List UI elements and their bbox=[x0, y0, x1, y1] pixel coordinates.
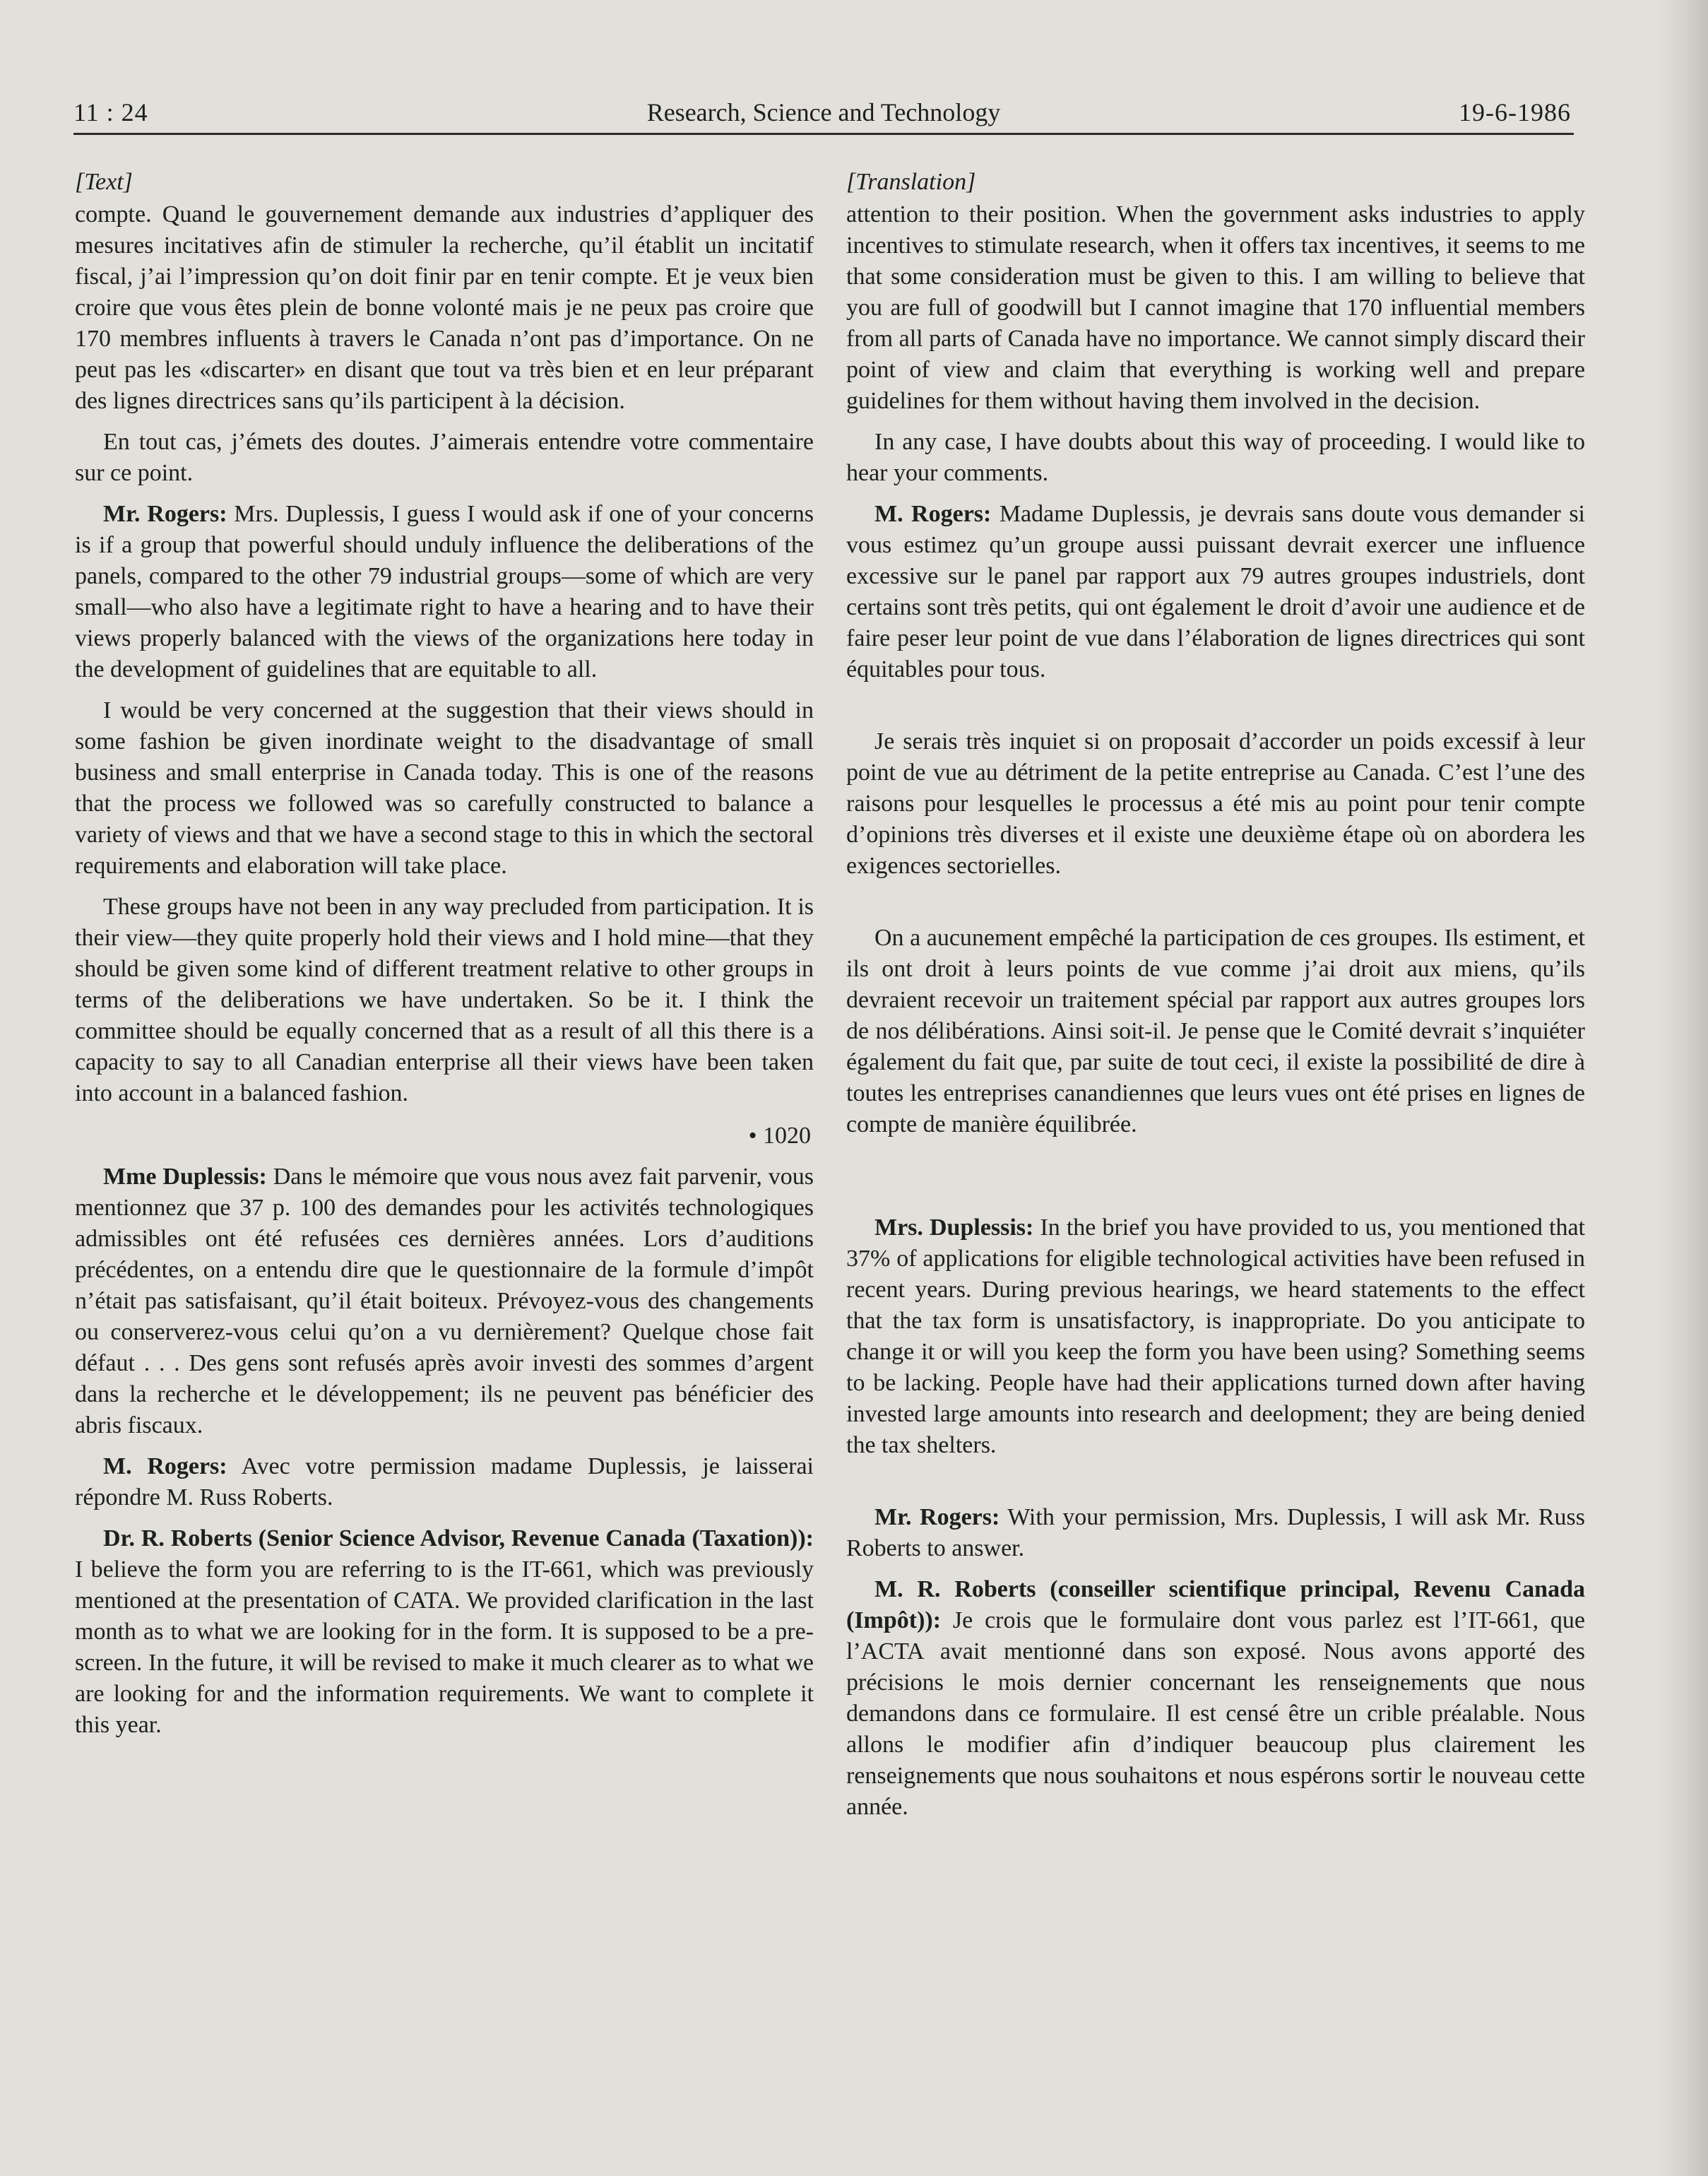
speech-text: Madame Duplessis, je devrais sans doute vous demander si vous estimez qu’un groupe aussi puissant devrait exercer une influence excessive sur le panel par rapport aux 79 autres groupes industriels, dont certains sont très petits, qui ont également le droit d’avoir une audience et de faire peser leur point de vue dans l’élaboration de lignes directrices qui sont équitables pour tous. bbox=[846, 501, 1585, 682]
speaker-name: M. Rogers: bbox=[874, 501, 992, 527]
paragraph: I would be very concerned at the suggestion that their views should in some fashion be given inordinate weight to the disadvantage of small business and small enterprise in Canada today. This is one of the reasons that the process we followed was so carefully constructed to balance a variety of views and that we have a second stage to this in which the sectoral requirements and elaboration will take place. bbox=[75, 697, 814, 879]
speech-text: In the brief you have provided to us, you mentioned that 37% of applications for eligible technological activities have been refused in recent years. During previous hearings, we heard statements to the effect that the tax form is unsatisfactory, is inappropriate. Do you anticipate to change it or will you keep the form you have been using? Something seems to be lacking. People have had their applications turned down after having invested large amounts into research and deelopment; they are being denied the tax shelters. bbox=[846, 1214, 1585, 1458]
column-label: [Text] bbox=[75, 169, 133, 195]
translation-column bbox=[846, 167, 1585, 1823]
speech-text: With your permission, Mrs. Duplessis, I will ask Mr. Russ Roberts to answer. bbox=[846, 1504, 1586, 1561]
speech-text: I believe the form you are referring to is the IT-661, which was previously mentioned at the presentation of CATA. We provided clarification in the last month as to what we are looking for in the form. It is supposed to be a pre-screen. In the future, it will be revised to make it much clearer as to what we are looking for and the information requirements. We want to complete it this year. bbox=[75, 1556, 814, 1738]
page-date: 19-6-1986 bbox=[1459, 98, 1571, 126]
speaker-name: Dr. R. Roberts (Senior Science Advisor, Revenue Canada (Taxation)): bbox=[103, 1525, 814, 1551]
paragraph: On a aucunement empêché la participation de ces groupes. Ils estiment, et ils ont droit à leurs points de vue comme j’ai droit aux miens, qu’ils devraient recevoir un traitement spécial par rapport aux autres groupes lors de nos délibérations. Ainsi soit-il. Je pense que le Comité devrait s’inquiéter également du fait que, par suite de tout ceci, il existe la possibilité de dire à toutes les entreprises canandiennes que leurs vues ont été prises en lignes de compte de manière équilibrée. bbox=[846, 925, 1585, 1137]
original-text-column bbox=[75, 167, 814, 1741]
column-label: [Translation] bbox=[846, 169, 976, 195]
speaker-name: M. Rogers: bbox=[103, 1453, 227, 1479]
speaker-name: Mme Duplessis: bbox=[103, 1164, 267, 1190]
paragraph: attention to their position. When the government asks industries to apply incentives to stimulate research, when it offers tax incentives, it seems to me that some consideration must be given to this. I am willing to believe that you are full of goodwill but I cannot imagine that 170 influential members from all parts of Canada have no importance. We cannot simply discard their point of view and claim that everything is working well and prepare guidelines for them without having them involved in the decision. bbox=[846, 201, 1585, 414]
paragraph: En tout cas, j’émets des doutes. J’aimerais entendre votre commentaire sur ce point. bbox=[75, 429, 814, 486]
speech-text: Mrs. Duplessis, I guess I would ask if one of your concerns is if a group that powerful should unduly influence the deliberations of the panels, compared to the other 79 industrial groups—some of which are very small—who also have a legitimate right to have a hearing and to have their views properly balanced with the views of the organizations here today in the development of guidelines that are equitable to all. bbox=[75, 501, 814, 682]
running-title: Research, Science and Technology bbox=[646, 98, 1001, 126]
paragraph: In any case, I have doubts about this way of proceeding. I would like to hear your comments. bbox=[846, 429, 1585, 486]
speech-paragraph bbox=[75, 1451, 814, 1513]
page-number: 11 : 24 bbox=[73, 98, 148, 126]
paragraph: Je serais très inquiet si on proposait d’accorder un poids excessif à leur point de vue au détriment de la petite entreprise au Canada. C’est l’une des raisons pour lesquelles le processus a été mis au point pour tenir compte d’opinions très diverses et il existe une deuxième étape où on abordera les exigences sectorielles. bbox=[846, 728, 1585, 879]
speaker-name: Mrs. Duplessis: bbox=[874, 1214, 1034, 1241]
speaker-name: Mr. Rogers: bbox=[103, 501, 227, 527]
speech-paragraph bbox=[75, 1523, 814, 1741]
speech-paragraph bbox=[846, 1212, 1585, 1461]
speech-text: Avec votre permission madame Duplessis, je laisserai répondre M. Russ Roberts. bbox=[75, 1453, 814, 1510]
speech-paragraph bbox=[846, 1502, 1585, 1564]
page-edge-shadow bbox=[1659, 0, 1708, 2176]
speech-text: Dans le mémoire que vous nous avez fait parvenir, vous mentionnez que 37 p. 100 des demandes pour les activités technologiques admissibles ont été refusées ces dernières années. Lors d’auditions précédentes, on a entendu dire que le questionnaire de la formule d’impôt n’était pas satisfaisant, qu’il était boiteux. Prévoyez-vous des changements ou conserverez-vous celui qu’on a vu dernièrement? Quelque chose fait défaut . . . Des gens sont refusés après avoir investi des sommes d’argent dans la recherche et le développement; ils ne peuvent pas bénéficier des abris fiscaux. bbox=[75, 1164, 814, 1438]
speaker-name: Mr. Rogers: bbox=[874, 1504, 1000, 1530]
speech-paragraph bbox=[75, 499, 814, 685]
speech-paragraph bbox=[846, 1574, 1585, 1823]
speaker-name: M. R. Roberts (conseiller scientifique principal, Revenu Canada (Impôt)): bbox=[846, 1576, 1585, 1633]
speech-text: Je crois que le formulaire dont vous parlez est l’IT-661, que l’ACTA avait mentionné dans son exposé. Nous avons apporté des précisions le mois dernier concernant les renseignements que nous demandons dans ce formulaire. Il est censé être un crible préalable. Nous allons le modifier afin d’indiquer beaucoup plus clairement les renseignements que nous souhaitons et nous espérons sortir le nouveau cette année. bbox=[846, 1607, 1585, 1820]
page-header bbox=[73, 97, 1574, 135]
paragraph: compte. Quand le gouvernement demande aux industries d’appliquer des mesures incitatives afin de stimuler la recherche, qu’il établit un incitatif fiscal, j’ai l’impression qu’on doit finir par en tenir compte. Et je veux bien croire que vous êtes plein de bonne volonté mais je ne peux pas croire que 170 membres influents à travers le Canada n’ont pas d’importance. On ne peut pas les «discarter» en disant que tout va très bien et en leur préparant des lignes directrices sans qu’ils participent à la décision. bbox=[75, 201, 814, 414]
speech-paragraph bbox=[846, 499, 1585, 685]
paragraph: These groups have not been in any way precluded from participation. It is their view—they quite properly hold their views and I hold mine—that they should be given some kind of different treatment relative to other groups in terms of the deliberations we have undertaken. So be it. I think the committee should be equally concerned that as a result of all this there is a capacity to say to all Canadian enterprise all their views have been taken into account in a balanced fashion. bbox=[75, 894, 814, 1106]
time-marker: • 1020 bbox=[748, 1123, 811, 1149]
speech-paragraph bbox=[75, 1161, 814, 1441]
